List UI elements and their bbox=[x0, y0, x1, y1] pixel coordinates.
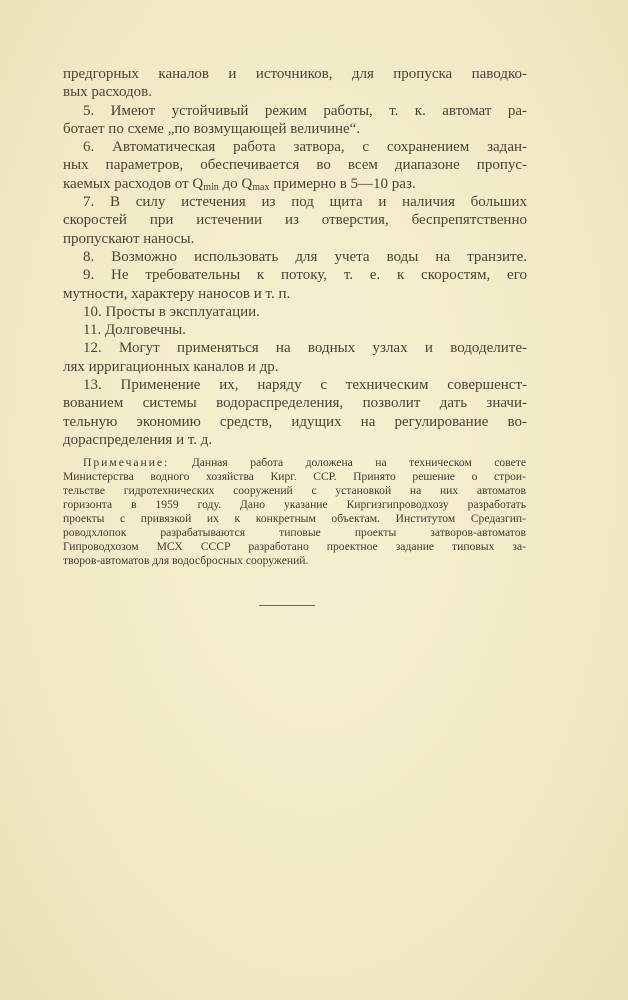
text-line: пропускают наносы. bbox=[63, 230, 195, 247]
list-item-5: 5. Имеют устойчивый режим работы, т. к. автомат ра- bbox=[83, 102, 527, 119]
list-item-10: 10. Просты в эксплуатации. bbox=[83, 303, 260, 320]
text-fragment: каемых расходов от Q bbox=[63, 175, 204, 192]
note-line: роводхлопок разрабатываются типовые проекты затворов-автоматов bbox=[63, 526, 526, 539]
note-line: творов-автоматов для водосбросных сооружений. bbox=[63, 554, 309, 567]
section-divider bbox=[259, 605, 315, 606]
footnote bbox=[63, 456, 526, 568]
list-item-9: 9. Не требовательны к потоку, т. е. к скоростям, его bbox=[83, 267, 527, 284]
list-item-11: 11. Долговечны. bbox=[83, 322, 186, 339]
text-line: вых расходов. bbox=[63, 84, 152, 101]
text-line: лях ирригационных каналов и др. bbox=[63, 358, 279, 375]
text-line: мутности, характеру наносов и т. п. bbox=[63, 285, 291, 302]
note-line: проекты с привязкой их к конкретным объектам. Институтом Средазгип- bbox=[63, 512, 526, 525]
text-line bbox=[63, 175, 527, 193]
text-line: ботает по схеме „по возмущающей величине“. bbox=[63, 120, 361, 137]
text-line: тельную экономию средств, идущих на регулирование во- bbox=[63, 413, 527, 430]
note-line bbox=[63, 456, 526, 470]
text-line: ных параметров, обеспечивается во всем диапазоне пропус- bbox=[63, 157, 527, 174]
text-line: дораспределения и т. д. bbox=[63, 431, 213, 448]
list-item-8: 8. Возможно использовать для учета воды на транзите. bbox=[83, 248, 527, 265]
list-item-12: 12. Могут применяться на водных узлах и вододелите- bbox=[83, 340, 527, 357]
list-item-13: 13. Применение их, наряду с техническим совершенст- bbox=[83, 377, 527, 394]
text-fragment: примерно в 5—10 раз. bbox=[269, 175, 416, 192]
text-line: скоростей при истечении из отверстия, беспрепятственно bbox=[63, 212, 527, 229]
main-text bbox=[63, 65, 527, 449]
text-line: предгорных каналов и источников, для пропуска паводко- bbox=[63, 66, 527, 82]
note-label: Примечание: bbox=[83, 456, 170, 469]
text-fragment: до Q bbox=[218, 175, 253, 192]
text-fragment: Данная работа доложена на техническом совете bbox=[169, 456, 526, 469]
subscript: max bbox=[252, 181, 270, 193]
note-line: Министерства водного хозяйства Кирг. ССР. Принято решение о строи- bbox=[63, 470, 526, 483]
text-line: вованием системы водораспределения, позволит дать значи- bbox=[63, 395, 527, 412]
list-item-6: 6. Автоматическая работа затвора, с сохранением задан- bbox=[83, 139, 527, 156]
subscript: min bbox=[203, 181, 219, 193]
note-line: тельстве гидротехнических сооружений с установкой на них автоматов bbox=[63, 484, 526, 497]
note-line: Гипроводхозом МСХ СССР разработано проектное задание типовых за- bbox=[63, 540, 526, 553]
list-item-7: 7. В силу истечения из под щита и наличия больших bbox=[83, 194, 527, 211]
note-line: горизонта в 1959 году. Дано указание Киргизгипроводхозу разработать bbox=[63, 498, 526, 511]
